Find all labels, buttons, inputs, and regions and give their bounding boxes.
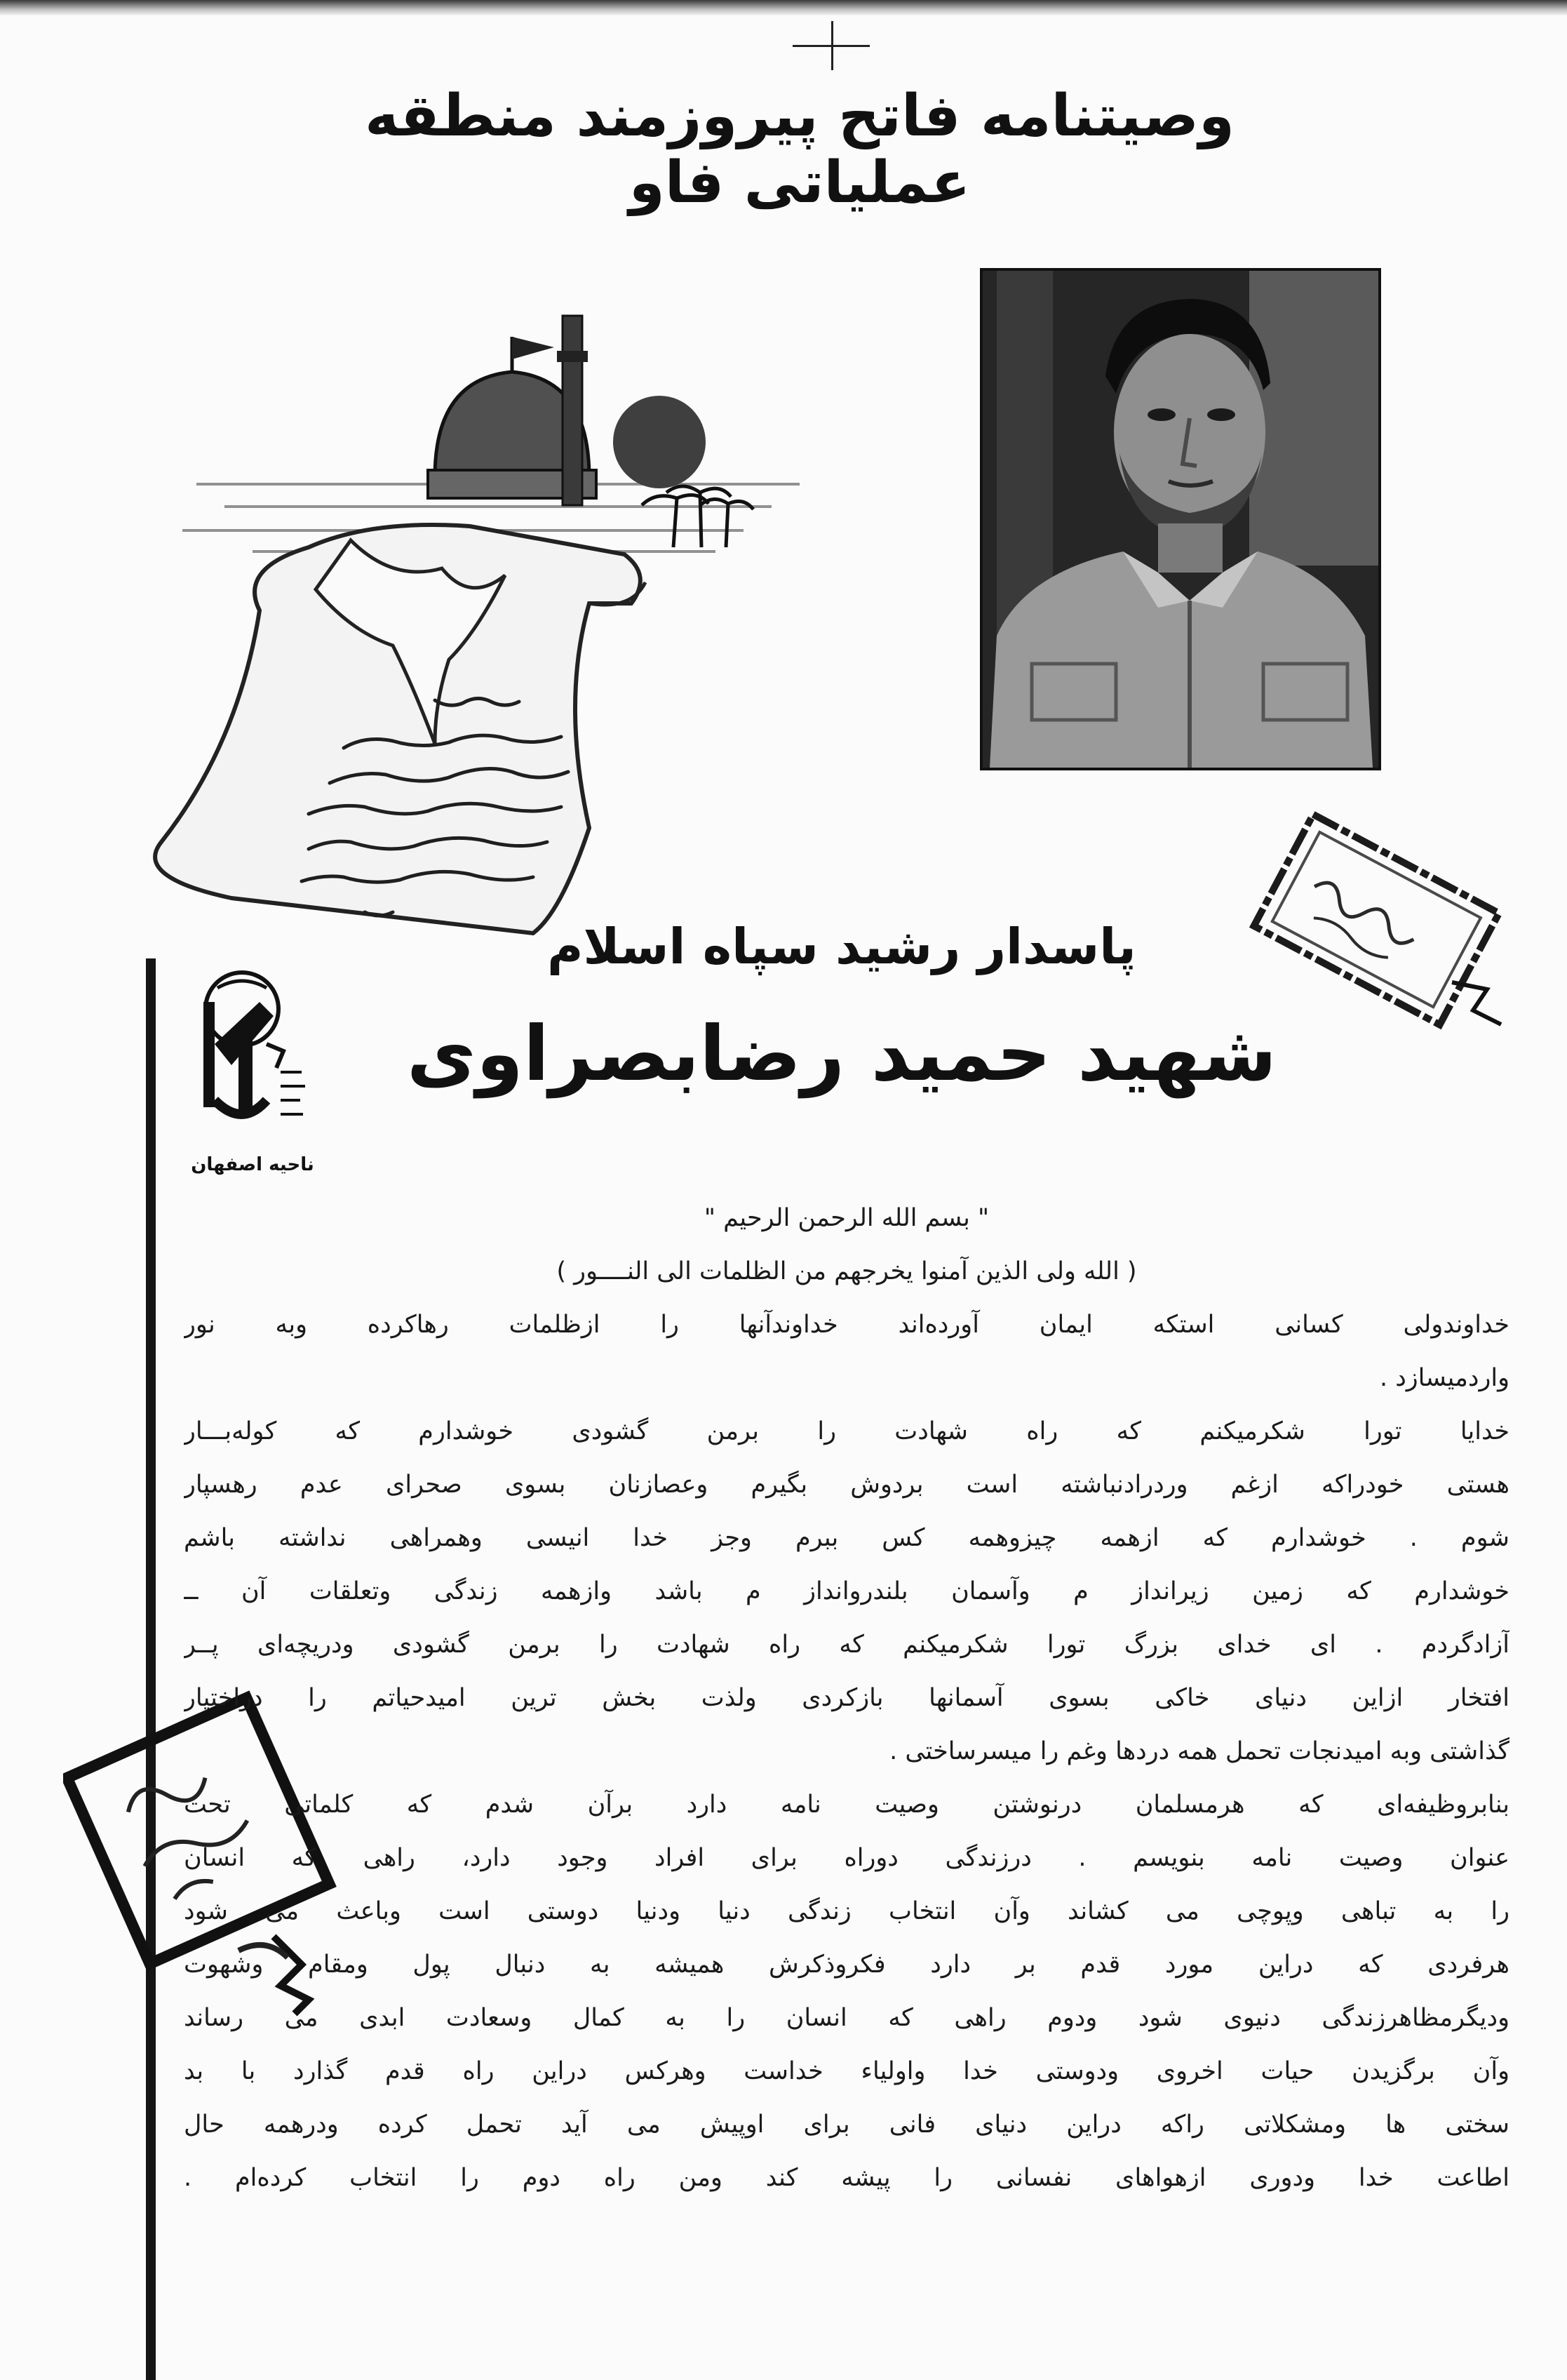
body-line: واردمیسازد .: [1379, 1364, 1509, 1392]
body-line: گذاشتی وبه امیدنجات تحمل همه دردها وغم را میسرساختی .: [889, 1737, 1509, 1765]
martyr-name-heading: شهید حمید رضابصراوی: [406, 1010, 1277, 1098]
body-line: خوشدارم که زمین زیرانداز م وآسمان بلندروانداز م باشد وازهمه زندگی وتعلقات آن ــ: [184, 1577, 1509, 1605]
body-line: بنابروظیفه‌ای که هرمسلمان درنوشتن وصیت نامه دارد برآن شدم که کلماتی تحت: [184, 1791, 1509, 1819]
body-line: خداوندولی کسانی استکه ایمان آورده‌اند خداوندآنها را ازظلمات رهاکرده وبه نور: [184, 1311, 1509, 1339]
scan-edge: [0, 0, 1567, 15]
body-line: اطاعت خدا ودوری ازهواهای نفسانی را پیشه کند ومن راه دوم را انتخاب کرده‌ام .: [184, 2164, 1509, 2192]
martyr-portrait-photo: [980, 268, 1381, 770]
emblem-caption: ناحیه اصفهان: [191, 1154, 314, 1175]
body-line: شوم . خوشدارم که ازهمه چیزوهمه کس ببرم وجز خدا انیسی وهمراهی نداشته باشم: [184, 1524, 1509, 1552]
body-line: خدایا تورا شکرمیکنم که راه شهادت را برمن گشودی خوشدارم که کوله‌بـــار: [184, 1417, 1509, 1445]
document-title: وصیتنامه فاتح پیروزمند منطقه عملیاتی فاو: [365, 83, 1235, 216]
body-line: هستی خودراکه ازغم وردرادنباشته است بردوش بگیرم وعصازنان بسوی صحرای عدم رهسپار: [184, 1471, 1509, 1499]
quran-verse-line: ( الله ولی الذین آمنوا یخرجهم من الظلمات الی النــــور ): [556, 1257, 1137, 1285]
body-line: هرفردی که دراین مورد قدم بر دارد فکروذکرش همیشه به دنبال پول ومقام وشهوت: [184, 1951, 1509, 1979]
shrine-scroll-illustration: [140, 309, 814, 982]
body-line: عنوان وصیت نامه بنویسم . درزندگی دوراه برای افراد وجود دارد، راهی که انسان: [184, 1844, 1509, 1872]
body-line: ودیگرمظاهرزندگی دنیوی شود ودوم راهی که انسان را به کمال وسعادت ابدی می رساند: [184, 2004, 1509, 2032]
body-line: وآن برگزیدن حیات اخروی ودوستی خدا واولیاء خداست وهرکس دراین راه قدم گذارد با بد: [184, 2057, 1509, 2085]
body-line: را به تباهی وپوچی می کشاند وآن انتخاب زندگی دنیا ودنیا دوستی است وباعث می شود: [184, 1897, 1509, 1925]
irgc-emblem: [175, 960, 316, 1191]
body-line: افتخار ازاین دنیای خاکی بسوی آسمانها بازکردی ولذت بخش ترین امیدحیاتم را دراختیار: [184, 1684, 1509, 1712]
document-subtitle: پاسدار رشید سپاه اسلام: [547, 918, 1136, 975]
body-line: سختی ها ومشکلاتی راکه دراین دنیای فانی برای اوپیش می آید تحمل کرده ودرهمه حال: [184, 2111, 1509, 2139]
testament-body: [184, 1191, 1509, 2205]
body-line: آزادگردم . ای خدای بزرگ تورا شکرمیکنم که راه شهادت را برمن گشودی ودریچه‌ای پــر: [184, 1631, 1509, 1659]
bismillah-line: " بسم الله الرحمن الرحیم ": [704, 1204, 990, 1232]
crop-mark: [831, 21, 833, 70]
